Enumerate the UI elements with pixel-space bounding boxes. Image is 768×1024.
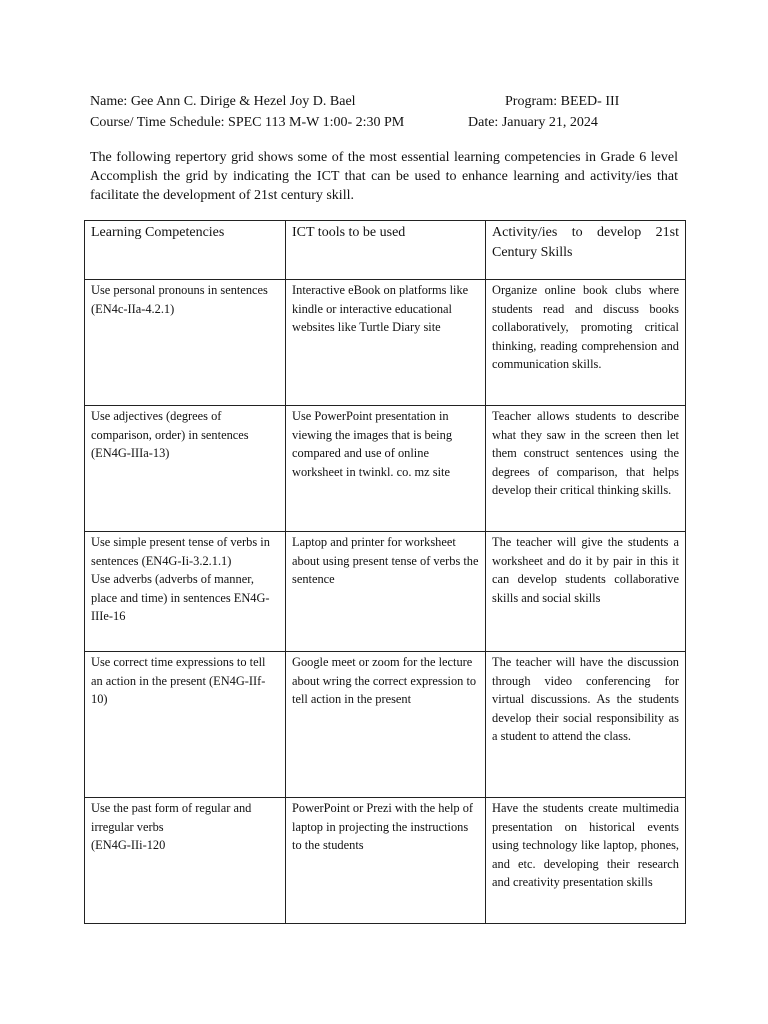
table-row [85,652,686,798]
table-row [85,406,686,532]
activity-cell: Teacher allows students to describe what they saw in the screen then let them construct sentences using the degrees of comparison, that helps develop their critical thinking skills. [486,406,686,532]
activity-cell: Have the students create multimedia presentation on historical events using technology like laptop, phones, and etc. developing their research and creativity presentation skills [486,798,686,924]
table-row [85,532,686,652]
competency-text: Use adjectives (degrees of comparison, order) in sentences [91,409,249,442]
activity-cell: The teacher will have the discussion through video conferencing for virtual discussions. As the students develop their social responsibility as a student to attend the class. [486,652,686,798]
competency-cell [85,280,286,406]
intro-paragraph: The following repertory grid shows some of the most essential learning competencies in Grade 6 level Accomplish the grid by indicating the ICT that can be used to enhance learning and activity/ies that facilitate the development of 21st century skill. [90,150,678,203]
competency-code: (EN4G-IIIa-13) [91,446,170,461]
competency-cell [85,652,286,798]
ict-cell: PowerPoint or Prezi with the help of laptop in projecting the instructions to the students [286,798,486,924]
table-header-row [85,221,686,280]
ict-cell: Google meet or zoom for the lecture about wring the correct expression to tell action in the present [286,652,486,798]
table-row [85,280,686,406]
header-cell-ict: ICT tools to be used [286,221,486,280]
header-name: Name: Gee Ann C. Dirige & Hezel Joy D. Bael [90,94,356,109]
competency-cell [85,532,286,652]
header-date: Date: January 21, 2024 [468,115,598,130]
competency-text: Use simple present tense of verbs in sentences (EN4G-Ii-3.2.1.1) [91,535,270,568]
competency-code: (EN4c-IIa-4.2.1) [91,301,175,316]
competency-text: Use correct time expressions to tell an action in the present (EN4G-IIf-10) [91,655,266,707]
ict-cell: Interactive eBook on platforms like kindle or interactive educational websites like Turtle Diary site [286,280,486,406]
header-cell-activities: Activity/ies to develop 21st Century Skills [486,221,686,280]
competency-code: (EN4G-IIi-120 [91,838,166,853]
competency-cell [85,406,286,532]
header-course: Course/ Time Schedule: SPEC 113 M-W 1:00- 2:30 PM [90,115,405,130]
competency-text: Use personal pronouns in sentences [91,283,268,297]
competency-text: Use the past form of regular and irregular verbs [91,801,252,834]
table-row [85,798,686,924]
repertory-grid-table [84,220,686,924]
header-cell-competencies: Learning Competencies [85,221,286,280]
activity-cell: The teacher will give the students a worksheet and do it by pair in this it can develop students collaborative skills and social skills [486,532,686,652]
ict-cell: Laptop and printer for worksheet about using present tense of verbs the sentence [286,532,486,652]
ict-cell: Use PowerPoint presentation in viewing the images that is being compared and use of online worksheet in twinkl. co. mz site [286,406,486,532]
header-program: Program: BEED- III [505,94,620,109]
activity-cell: Organize online book clubs where students read and discuss books collaboratively, promoting critical thinking, reading comprehension and communication skills. [486,280,686,406]
competency-cell [85,798,286,924]
competency-text: Use adverbs (adverbs of manner, place and time) in sentences EN4G-IIIe-16 [91,572,270,624]
